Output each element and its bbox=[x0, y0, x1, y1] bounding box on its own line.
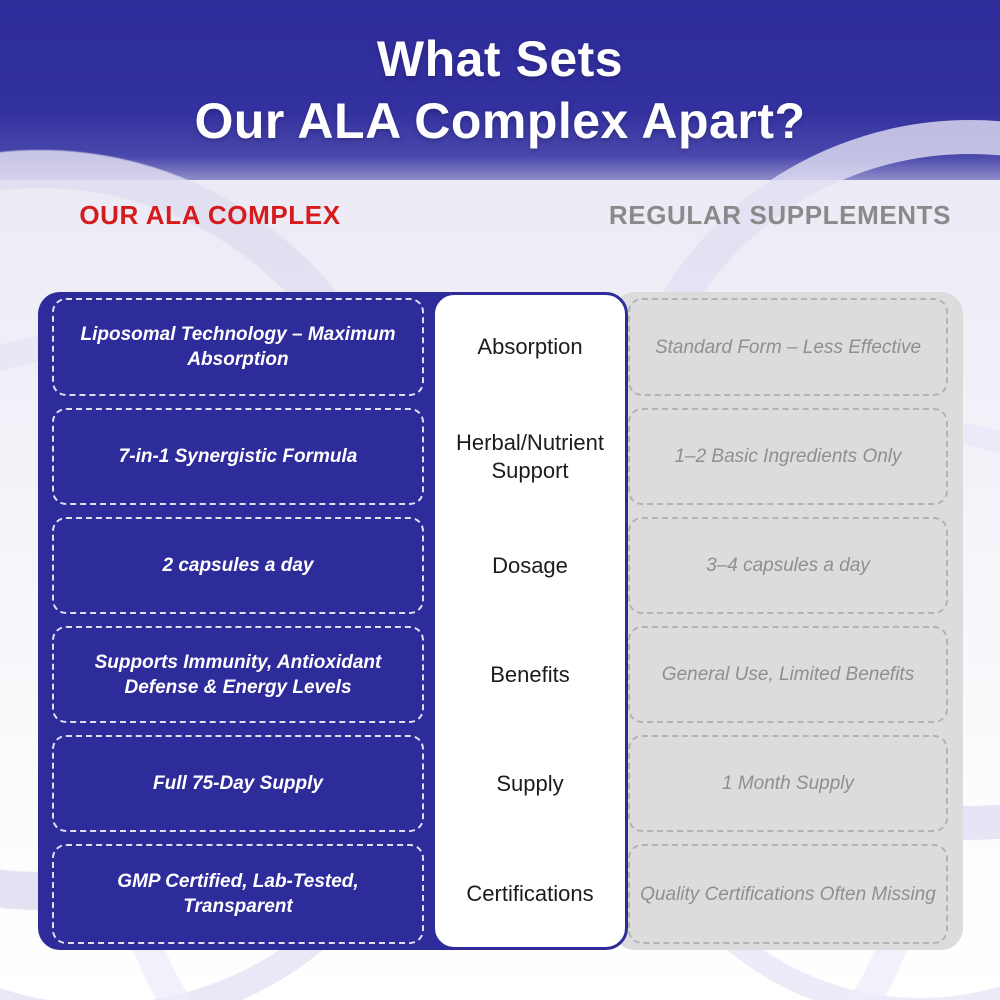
cell-ours: GMP Certified, Lab-Tested, Transparent bbox=[52, 844, 424, 944]
page-title bbox=[0, 28, 1000, 152]
cell-regular: Quality Certifications Often Missing bbox=[628, 844, 948, 944]
cell-regular: 1 Month Supply bbox=[628, 735, 948, 832]
cell-feature: Supply bbox=[496, 770, 564, 796]
comparison-rows bbox=[0, 292, 1000, 950]
cell-ours: Supports Immunity, Antioxidant Defense & Energy Levels bbox=[52, 626, 424, 723]
cell-regular: 1–2 Basic Ingredients Only bbox=[628, 408, 948, 505]
page-title-line-2: Our ALA Complex Apart? bbox=[194, 93, 806, 149]
cell-ours: 7-in-1 Synergistic Formula bbox=[52, 408, 424, 505]
table-row bbox=[0, 838, 1000, 950]
table-row bbox=[0, 620, 1000, 729]
cell-feature: Benefits bbox=[490, 661, 570, 687]
table-row bbox=[0, 729, 1000, 838]
cell-feature: Herbal/Nutrient Support bbox=[456, 429, 604, 483]
cell-regular: General Use, Limited Benefits bbox=[628, 626, 948, 723]
table-row bbox=[0, 402, 1000, 511]
cell-regular: Standard Form – Less Effective bbox=[628, 298, 948, 396]
column-title-regular: REGULAR SUPPLEMENTS bbox=[608, 200, 952, 230]
cell-feature: Dosage bbox=[492, 552, 568, 578]
cell-ours: Liposomal Technology – Maximum Absorption bbox=[52, 298, 424, 396]
page-title-line-1: What Sets bbox=[376, 31, 624, 87]
column-title-ours: OUR ALA COMPLEX bbox=[79, 200, 341, 230]
cell-ours: Full 75-Day Supply bbox=[52, 735, 424, 832]
cell-ours: 2 capsules a day bbox=[52, 517, 424, 614]
cell-feature: Certifications bbox=[466, 881, 594, 906]
table-row bbox=[0, 511, 1000, 620]
table-row bbox=[0, 292, 1000, 402]
cell-regular: 3–4 capsules a day bbox=[628, 517, 948, 614]
cell-feature: Absorption bbox=[477, 334, 583, 359]
